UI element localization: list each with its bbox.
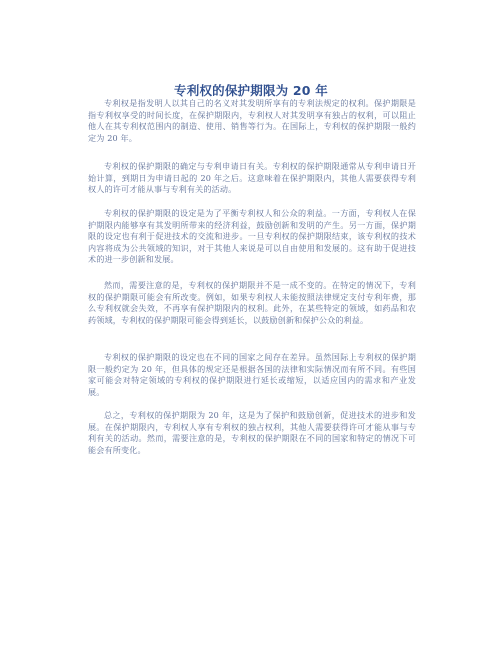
document-title: 专利权的保护期限为 20 年 bbox=[174, 83, 328, 98]
paragraph-4: 然而，需要注意的是，专利权的保护期限并不是一成不变的。在特定的情况下，专利权的保护期限可能会有所改变。例如，如果专利权人未能按照法律规定支付专利年费，那么专利权就会失效，不再享有保护期限内的权利。此外，在某些特定的领域，如药品和农药领域，专利权的保护期限可能会得到延长，以鼓励创新和保护公众的利益。 bbox=[88, 280, 416, 325]
paragraph-2: 专利权的保护期限的确定与专利申请日有关。专利权的保护期限通常从专利申请日开始计算，到期日为申请日起的 20 年之后。这意味着在保护期限内，其他人需要获得专利权人的许可才能从事与专利有关的活动。 bbox=[88, 161, 416, 195]
paragraph-5: 专利权的保护期限的设定也在不同的国家之间存在差异。虽然国际上专利权的保护期限一般约定为 20 年，但具体的规定还是根据各国的法律和实际情况而有所不同。有些国家可能会对特定领域的专利权的保护期限进行延长或缩短，以适应国内的需求和产业发展。 bbox=[88, 352, 416, 397]
paragraph-3: 专利权的保护期限的设定是为了平衡专利权人和公众的利益。一方面，专利权人在保护期限内能够享有其发明所带来的经济利益，鼓励创新和发明的产生。另一方面，保护期限的设定也有利于促进技术的交流和进步。一旦专利权的保护期限结束，该专利权的技术内容将成为公共领域的知识，对于其他人来说是可以自由使用和发展的。这有助于促进技术的进一步创新和发展。 bbox=[88, 208, 416, 265]
paragraph-1: 专利权是指发明人以其自己的名义对其发明所享有的专利法规定的权利。保护期限是指专利权享受的时间长度，在保护期限内，专利权人对其发明享有独占的权利，可以阻止他人在其专利权范围内的制造、使用、销售等行为。在国际上，专利权的保护期限一般约定为 20 年。 bbox=[88, 98, 416, 143]
paragraph-6: 总之，专利权的保护期限为 20 年，这是为了保护和鼓励创新，促进技术的进步和发展。在保护期限内，专利权人享有专利权的独占权利，其他人需要获得许可才能从事与专利有关的活动。然而，需要注意的是，专利权的保护期限在不同的国家和特定的情况下可能会有所变化。 bbox=[88, 410, 416, 455]
